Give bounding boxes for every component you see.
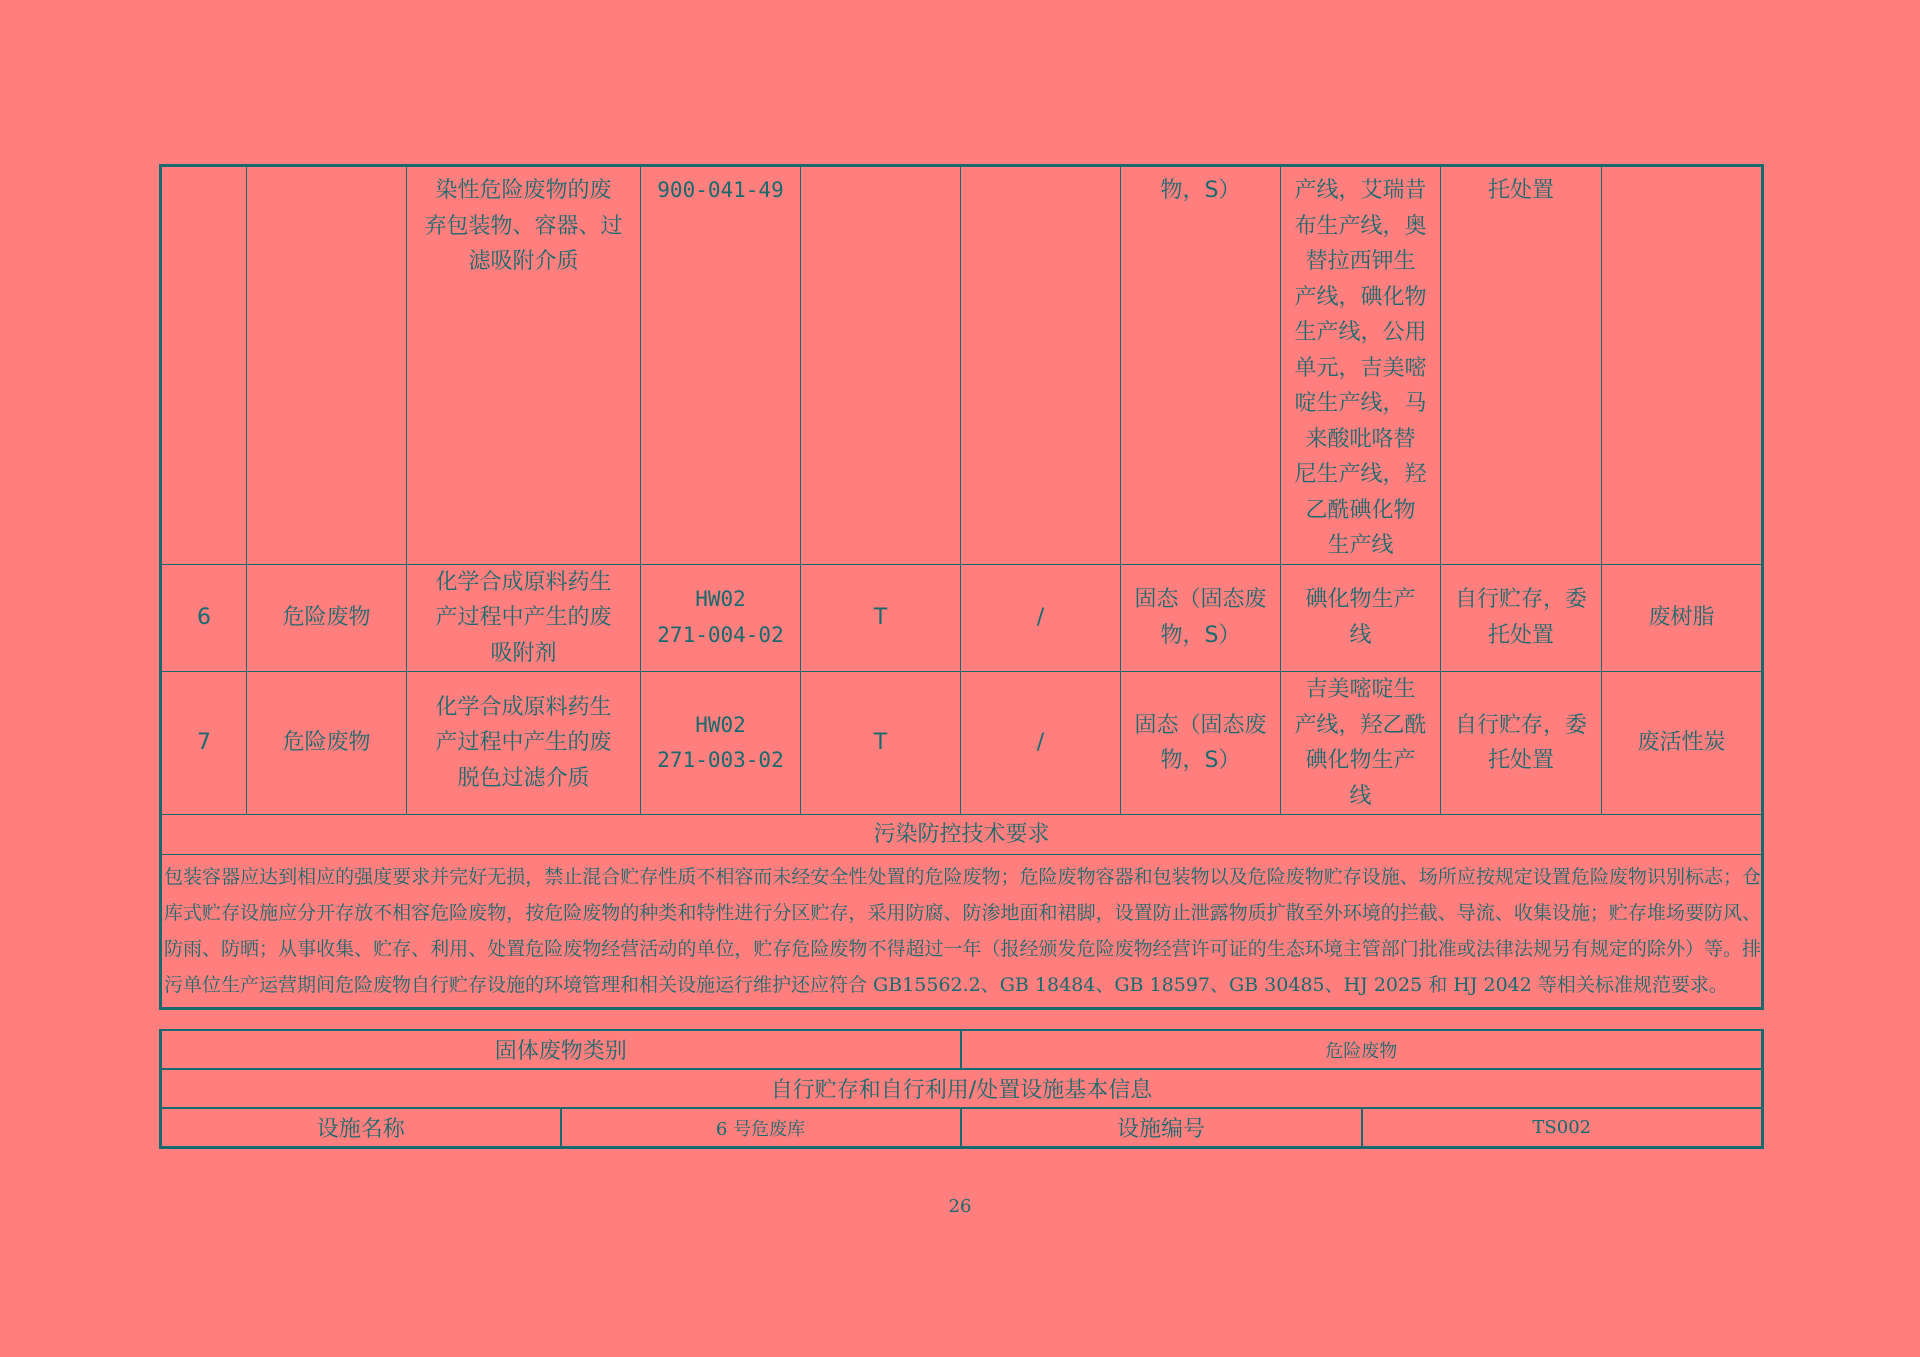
facility-id-value: TS002 [1362, 1108, 1763, 1148]
waste-rows [161, 166, 1763, 1009]
cell-form [1121, 564, 1281, 672]
cell-line: HW02 [695, 712, 746, 737]
cell-waste-code [641, 672, 801, 815]
facility-section-heading: 自行贮存和自行利用/处置设施基本信息 [161, 1069, 1763, 1108]
cell-line: 吉美嘧啶生 [1305, 677, 1416, 702]
cell-line: 来酸吡咯替 [1305, 426, 1416, 452]
cell-line: 线 [1349, 622, 1372, 648]
table-row [161, 672, 1763, 815]
cell-line: 托处置 [1487, 178, 1554, 203]
cell-source [1281, 166, 1441, 565]
cell-line: 尼生产线，羟 [1294, 462, 1427, 487]
hazardous-waste-table [159, 164, 1764, 1010]
cell-note [1602, 166, 1763, 565]
cell-waste-name [407, 672, 641, 815]
cell-line: 271-003-02 [657, 748, 784, 772]
facility-detail-row [161, 1108, 1763, 1148]
cell-line: 生产线 [1327, 533, 1394, 558]
cell-no: 7 [161, 672, 247, 815]
cell-source [1281, 672, 1441, 815]
cell-waste-code [641, 166, 801, 565]
cell-line: 乙酰碘化物 [1305, 497, 1416, 523]
cell-waste-name [407, 166, 641, 565]
cell-line: 替拉西钾生 [1305, 249, 1416, 274]
cell-line: 托处置 [1487, 748, 1554, 773]
cell-line: 脱色过滤介质 [457, 765, 590, 791]
cell-line: 吸附剂 [490, 640, 557, 666]
cell-line: 单元，吉美嘧 [1294, 355, 1427, 381]
cell-line: 自行贮存，委 [1454, 587, 1587, 613]
cell-note: 废活性炭 [1602, 672, 1763, 815]
pollution-control-text-row [161, 855, 1763, 1009]
cell-line: 物，S） [1160, 748, 1241, 773]
cell-col6: / [961, 672, 1121, 815]
cell-line: 固态（固态废 [1134, 712, 1267, 738]
waste-category-value: 危险废物 [961, 1030, 1763, 1069]
cell-line: 物，S） [1160, 178, 1241, 203]
cell-hazard [801, 166, 961, 565]
cell-no [161, 166, 247, 565]
cell-line: 碘化物生产 [1305, 748, 1416, 773]
pollution-control-heading-row [161, 815, 1763, 855]
cell-method [1441, 564, 1602, 672]
cell-method [1441, 166, 1602, 565]
cell-line: 托处置 [1487, 622, 1554, 648]
cell-source [1281, 564, 1441, 672]
pollution-control-heading: 污染防控技术要求 [161, 815, 1763, 855]
cell-line: 染性危险废物的废 [435, 178, 612, 203]
facility-heading-row [161, 1069, 1763, 1108]
facility-name-label: 设施名称 [161, 1108, 561, 1148]
cell-line: 生产线，公用 [1294, 320, 1427, 345]
facility-name-value: 6 号危废库 [561, 1108, 961, 1148]
cell-line: 产线，艾瑞昔 [1294, 178, 1427, 203]
cell-line: 滤吸附介质 [468, 249, 579, 274]
cell-line: 布生产线，奥 [1294, 213, 1427, 239]
waste-category-label: 固体废物类别 [161, 1030, 961, 1069]
cell-line: 化学合成原料药生 [435, 694, 612, 720]
cell-no: 6 [161, 564, 247, 672]
cell-waste-name [407, 564, 641, 672]
cell-form [1121, 672, 1281, 815]
cell-col6: / [961, 564, 1121, 672]
facility-info-table [159, 1029, 1764, 1149]
cell-form [1121, 166, 1281, 565]
facility-id-label: 设施编号 [961, 1108, 1362, 1148]
cell-line: 产过程中产生的废 [435, 605, 612, 630]
cell-line: 产过程中产生的废 [435, 730, 612, 756]
cell-line: 自行贮存，委 [1454, 712, 1587, 738]
cell-category [247, 166, 407, 565]
table-row [161, 166, 1763, 565]
cell-line: 化学合成原料药生 [435, 569, 612, 595]
cell-line: 900-041-49 [657, 178, 784, 202]
cell-line: 固态（固态废 [1134, 587, 1267, 613]
cell-line: 线 [1349, 783, 1372, 809]
cell-line: 产线，羟乙酰 [1294, 712, 1427, 738]
page-number: 26 [948, 1196, 972, 1217]
cell-note: 废树脂 [1602, 564, 1763, 672]
cell-col6 [961, 166, 1121, 565]
cell-line: 271-004-02 [657, 622, 784, 647]
table-row [161, 564, 1763, 672]
cell-line: 碘化物生产 [1305, 587, 1416, 613]
cell-line: 物，S） [1160, 622, 1241, 648]
category-row [161, 1030, 1763, 1069]
cell-line: 弃包装物、容器、过 [424, 213, 623, 239]
cell-category: 危险废物 [247, 672, 407, 815]
pollution-control-text: 包装容器应达到相应的强度要求并完好无损，禁止混合贮存性质不相容而未经安全性处置的危险废物；危险废物容器和包装物以及危险废物贮存设施、场所应按规定设置危险废物识别标志；仓库式贮存设施应分开存放不相容危险废物，按危险废物的种类和特性进行分区贮存，采用防腐、防渗地面和裙脚，设置防止泄露物质扩散至外环境的拦截、导流、收集设施；贮存堆场要防风、防雨、防晒；从事收集、贮存、利用、处置危险废物经营活动的单位，贮存危险废物不得超过一年（报经颁发危险废物经营许可证的生态环境主管部门批准或法律法规另有规定的除外）等。排污单位生产运营期间危险废物自行贮存设施的环境管理和相关设施运行维护还应符合 GB15562.2、GB 18484、GB 18597、GB 30485、HJ 2025 和 HJ 2042 等相关标准规范要求。 [161, 855, 1763, 1009]
cell-line: 产线，碘化物 [1294, 284, 1427, 310]
cell-method [1441, 672, 1602, 815]
cell-hazard: T [801, 564, 961, 672]
cell-hazard: T [801, 672, 961, 815]
cell-category: 危险废物 [247, 564, 407, 672]
cell-line: HW02 [695, 587, 746, 612]
cell-line: 啶生产线，马 [1294, 391, 1427, 416]
cell-waste-code [641, 564, 801, 672]
